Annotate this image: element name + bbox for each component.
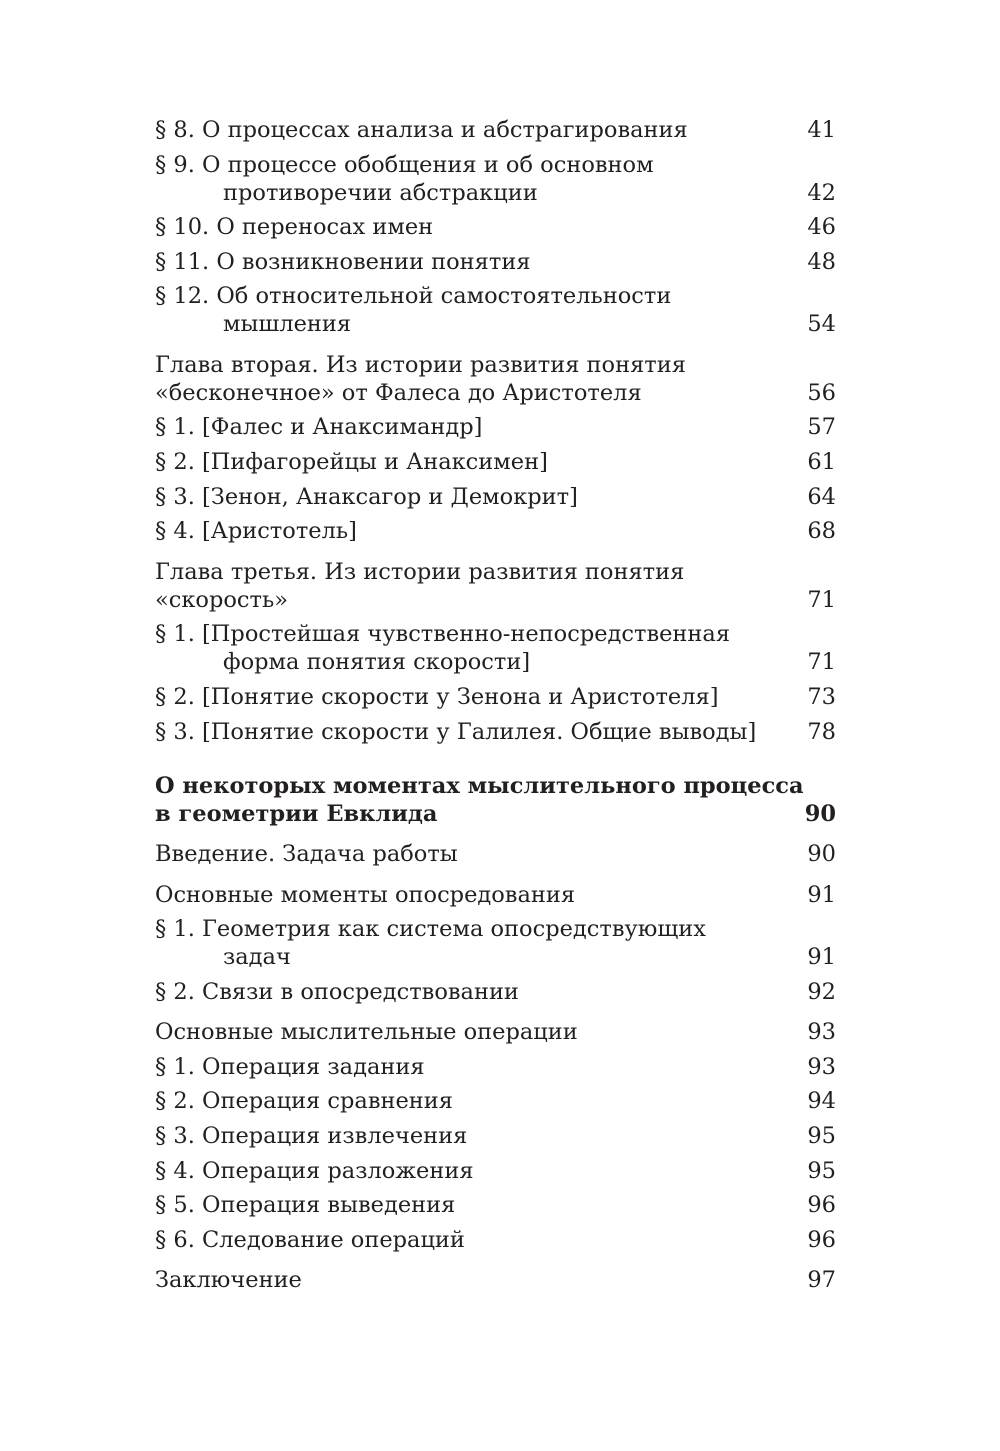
toc-entry-page: 90	[804, 800, 836, 827]
toc-entry-title: § 11. О возникновении понятия	[155, 248, 531, 275]
toc-entry-ch3-section-2	[155, 683, 836, 711]
toc-entry-mental-operations	[155, 1018, 836, 1046]
toc-entry-mediation-section-2	[155, 978, 836, 1006]
toc-entry-title: § 4. Операция разложения	[155, 1157, 474, 1184]
toc-entry-page: 93	[807, 1019, 836, 1046]
toc-entry-page: 46	[807, 214, 836, 241]
toc-entry-ch2-section-3	[155, 483, 836, 511]
toc-entry-title: Основные моменты опосредования	[155, 881, 576, 908]
toc-entry-title-continued: задач	[223, 944, 291, 971]
toc-entry-page: 54	[807, 311, 836, 338]
toc-entry-title: О некоторых моментах мыслительного процесса	[155, 772, 804, 799]
table-of-contents	[155, 116, 836, 1301]
toc-entry-page: 78	[807, 718, 836, 745]
toc-entry-title: § 1. Операция задания	[155, 1053, 425, 1080]
toc-entry-page: 48	[807, 248, 836, 275]
toc-entry-page: 64	[807, 483, 836, 510]
toc-entry-page: 92	[807, 978, 836, 1005]
toc-entry-ch2-section-2	[155, 448, 836, 476]
toc-entry-page: 95	[807, 1123, 836, 1149]
toc-entry-title: § 4. [Аристотель]	[155, 518, 357, 545]
toc-entry-operations-section-3	[155, 1122, 836, 1150]
toc-entry-title: § 3. [Понятие скорости у Галилея. Общие выводы]	[155, 718, 757, 745]
toc-entry-operations-section-2	[155, 1087, 836, 1115]
toc-entry-introduction	[155, 840, 836, 868]
toc-entry-title: § 12. Об относительной самостоятельности	[155, 283, 672, 310]
toc-entry-page: 61	[807, 449, 836, 476]
toc-entry-page: 95	[807, 1157, 836, 1184]
toc-entry-page: 71	[807, 649, 836, 676]
toc-entry-page: 96	[807, 1226, 836, 1253]
toc-entry-ch3-section-3	[155, 718, 836, 746]
toc-entry-page: 90	[807, 841, 836, 868]
toc-entry-title: § 1. [Фалес и Анаксимандр]	[155, 414, 483, 441]
toc-entry-ch3-section-1	[155, 620, 836, 676]
toc-entry-page: 71	[807, 586, 836, 613]
toc-entry-page: 91	[807, 881, 836, 908]
toc-entry-page: 57	[807, 414, 836, 441]
toc-entry-title: Глава вторая. Из истории развития понятия	[155, 351, 686, 378]
toc-entry-page: 41	[807, 117, 836, 143]
toc-entry-section-11	[155, 248, 836, 276]
toc-entry-title: § 2. [Пифагорейцы и Анаксимен]	[155, 449, 548, 476]
toc-entry-operations-section-1	[155, 1053, 836, 1081]
toc-entry-title-continued: «бесконечное» от Фалеса до Аристотеля	[155, 379, 642, 406]
toc-entry-ch2-section-4	[155, 517, 836, 545]
toc-entry-chapter-3	[155, 558, 836, 614]
toc-entry-title-continued: «скорость»	[155, 586, 288, 613]
toc-entry-conclusion	[155, 1266, 836, 1294]
toc-entry-page: 93	[807, 1053, 836, 1080]
toc-entry-page: 97	[807, 1267, 836, 1294]
toc-entry-title-continued: в геометрии Евклида	[155, 800, 438, 827]
toc-entry-title: Основные мыслительные операции	[155, 1019, 578, 1046]
toc-entry-title-continued: мышления	[223, 311, 352, 338]
toc-entry-title: § 1. [Простейшая чувственно-непосредственная	[155, 621, 731, 648]
toc-entry-title: Введение. Задача работы	[155, 841, 458, 868]
toc-entry-title: § 8. О процессах анализа и абстрагирования	[155, 117, 688, 143]
toc-entry-title: Глава третья. Из истории развития понятия	[155, 558, 685, 585]
toc-entry-page: 91	[807, 944, 836, 971]
toc-entry-mediation-section-1	[155, 915, 836, 971]
toc-entry-section-12	[155, 282, 836, 338]
toc-entry-section-10	[155, 213, 836, 241]
toc-entry-title: § 3. Операция извлечения	[155, 1123, 468, 1149]
toc-entry-title: § 2. [Понятие скорости у Зенона и Аристотеля]	[155, 683, 719, 710]
toc-entry-title: Заключение	[155, 1267, 302, 1294]
toc-entry-title: § 6. Следование операций	[155, 1226, 465, 1253]
toc-entry-euclid-work	[155, 772, 836, 828]
toc-entry-operations-section-4	[155, 1157, 836, 1185]
toc-entry-title-continued: противоречии абстракции	[223, 179, 538, 206]
toc-entry-title-continued: форма понятия скорости]	[223, 649, 531, 676]
toc-entry-page: 73	[807, 683, 836, 710]
toc-entry-operations-section-5	[155, 1191, 836, 1219]
toc-entry-title: § 10. О переносах имен	[155, 214, 434, 241]
toc-entry-title: § 1. Геометрия как система опосредствующих	[155, 916, 706, 943]
toc-entry-page: 94	[807, 1088, 836, 1115]
toc-entry-section-8	[155, 116, 836, 144]
toc-entry-title: § 9. О процессе обобщения и об основном	[155, 151, 654, 178]
toc-entry-title: § 3. [Зенон, Анаксагор и Демокрит]	[155, 483, 578, 510]
toc-entry-page: 96	[807, 1192, 836, 1219]
toc-entry-page: 42	[807, 179, 836, 206]
toc-entry-page: 68	[807, 518, 836, 545]
toc-entry-section-9	[155, 151, 836, 207]
toc-entry-chapter-2	[155, 351, 836, 407]
toc-entry-title: § 5. Операция выведения	[155, 1192, 456, 1219]
toc-entry-operations-section-6	[155, 1226, 836, 1254]
toc-entry-mediation-moments	[155, 881, 836, 909]
toc-entry-page: 56	[807, 379, 836, 406]
toc-entry-title: § 2. Связи в опосредствовании	[155, 978, 519, 1005]
toc-entry-ch2-section-1	[155, 413, 836, 441]
toc-entry-title: § 2. Операция сравнения	[155, 1088, 453, 1115]
